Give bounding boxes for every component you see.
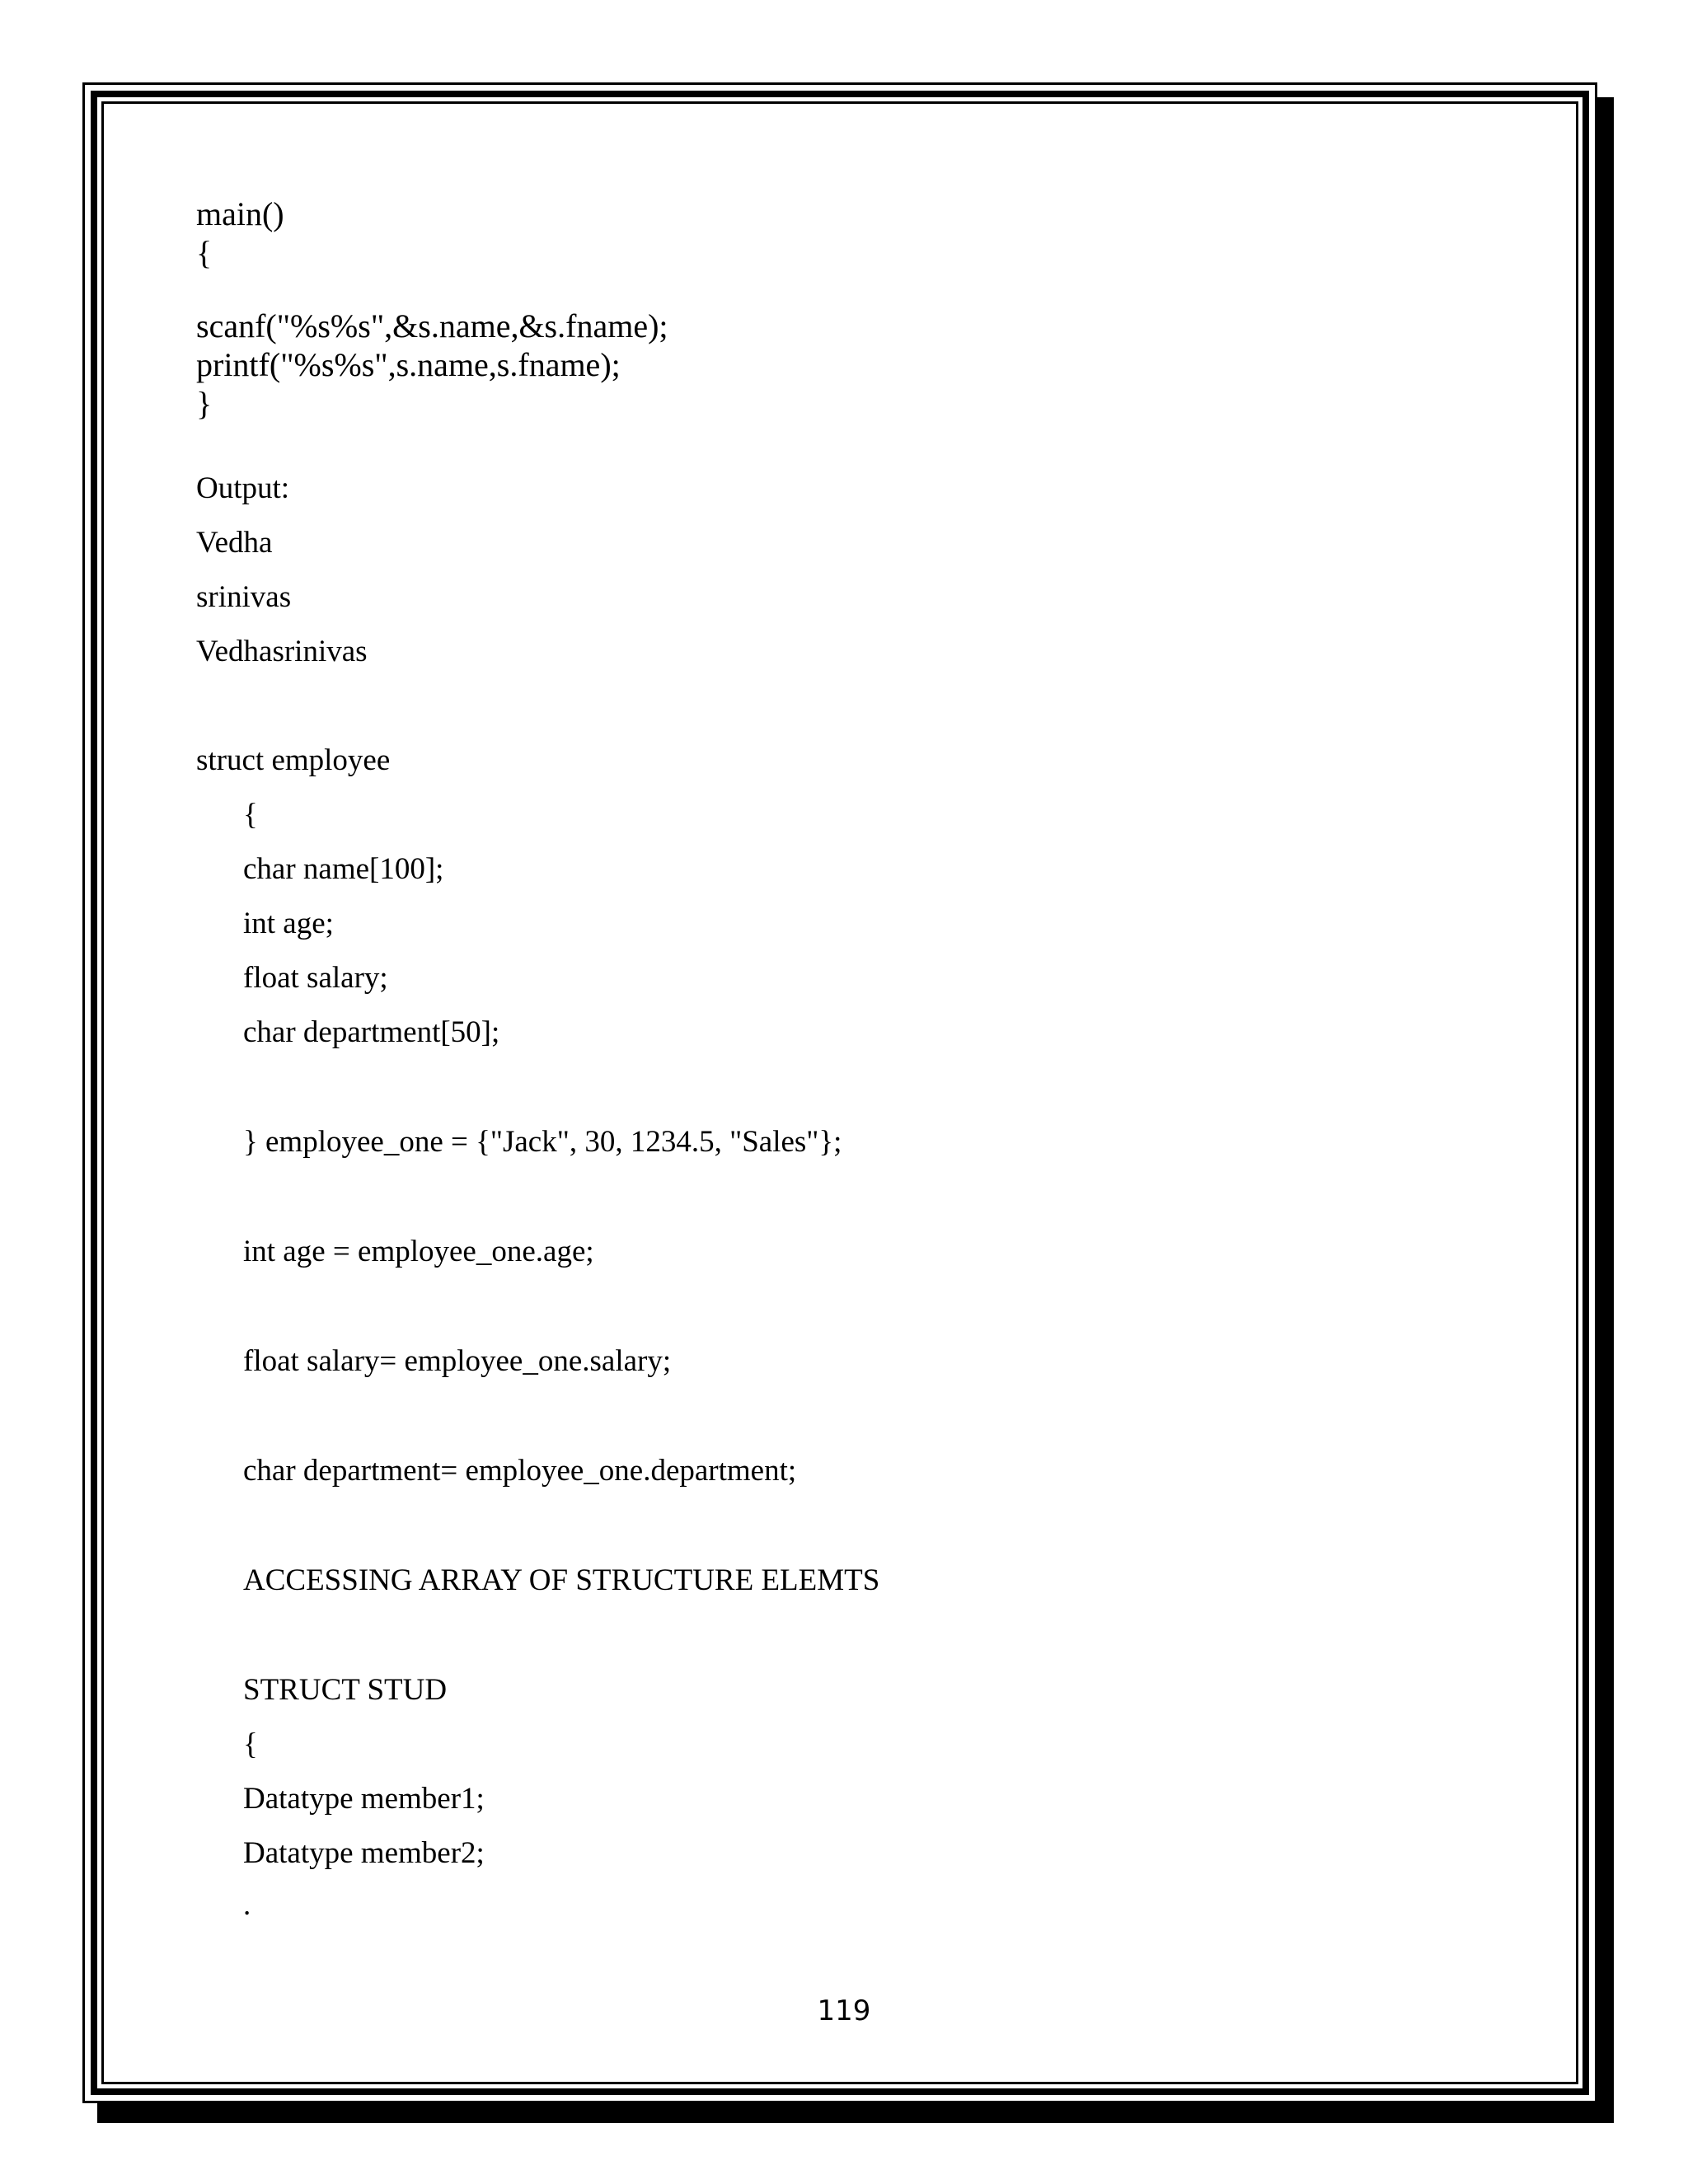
struct-stud-header: STRUCT STUD (243, 1673, 448, 1707)
accessor-salary: float salary= employee_one.salary; (243, 1344, 672, 1378)
code-line-open-brace: { (196, 234, 213, 271)
struct-member-salary: float salary; (243, 961, 388, 995)
array-section-heading: ACCESSING ARRAY OF STRUCTURE ELEMTS (243, 1563, 880, 1597)
struct-stud-continuation: . (243, 1888, 251, 1922)
struct-stud-member-1: Datatype member1; (243, 1782, 485, 1816)
struct-member-department: char department[50]; (243, 1015, 500, 1049)
output-heading: Output: (196, 471, 290, 505)
code-line-printf: printf("%s%s",s.name,s.fname); (196, 346, 621, 383)
code-line-main: main() (196, 195, 284, 232)
struct-employee-header: struct employee (196, 743, 391, 777)
output-line-3: Vedhasrinivas (196, 635, 368, 668)
struct-stud-member-2: Datatype member2; (243, 1836, 485, 1870)
struct-stud-open-brace: { (243, 1727, 258, 1761)
struct-employee-closing: } employee_one = {"Jack", 30, 1234.5, "Sales"}; (243, 1125, 842, 1159)
struct-employee-open-brace: { (243, 798, 258, 832)
output-line-1: Vedha (196, 526, 273, 560)
accessor-age: int age = employee_one.age; (243, 1235, 594, 1268)
struct-member-age: int age; (243, 907, 334, 940)
code-line-close-brace: } (196, 385, 213, 422)
output-line-2: srinivas (196, 580, 292, 614)
code-line-scanf: scanf("%s%s",&s.name,&s.fname); (196, 307, 668, 344)
page-number: 119 (817, 1994, 871, 2027)
struct-member-name: char name[100]; (243, 852, 444, 886)
accessor-department: char department= employee_one.department; (243, 1454, 797, 1488)
